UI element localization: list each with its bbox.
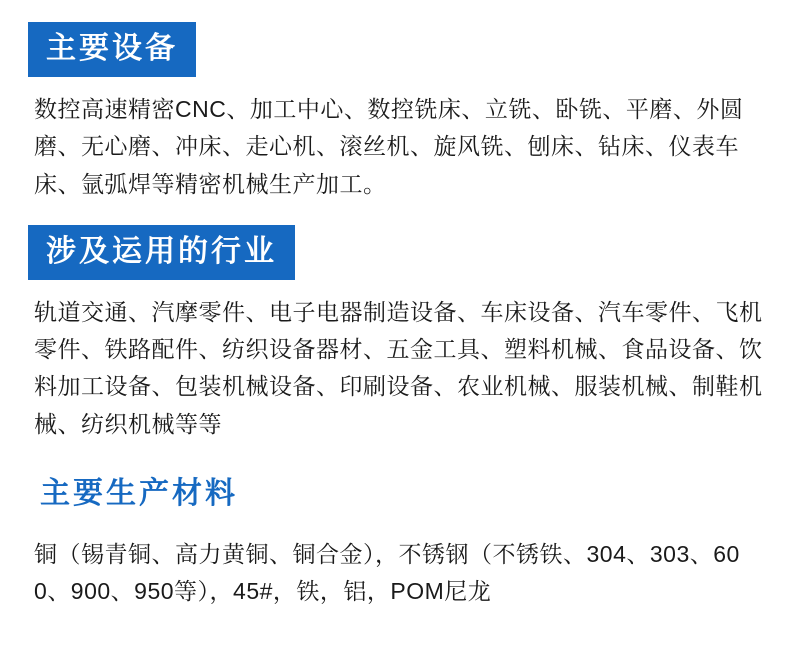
section-body-industries: 轨道交通、汽摩零件、电子电器制造设备、车床设备、汽车零件、飞机零件、铁路配件、纺织设备器材、五金工具、塑料机械、食品设备、饮料加工设备、包装机械设备、印刷设备、农业机械、服装机械、制鞋机械、纺织机械等等 bbox=[34, 298, 763, 437]
section-industries bbox=[28, 225, 772, 443]
section-main-equipment bbox=[28, 22, 772, 203]
section-body-main-equipment: 数控高速精密CNC、加工中心、数控铣床、立铣、卧铣、平磨、外圆磨、无心磨、冲床、走心机、滚丝机、旋风铣、刨床、钻床、仪表车床、氩弧焊等精密机械生产加工。 bbox=[34, 96, 744, 197]
section-heading-materials: 主要生产材料 bbox=[40, 476, 238, 510]
spacer-two bbox=[28, 449, 772, 467]
section-body-materials: 铜（锡青铜、高力黄铜、铜合金），不锈钢（不锈铁、304、303、600、900、950等），45#，铁，铝，POM尼龙 bbox=[34, 540, 740, 604]
section-heading-main-equipment: 主要设备 bbox=[28, 22, 196, 77]
section-heading-industries: 涉及运用的行业 bbox=[28, 225, 295, 280]
section-materials bbox=[28, 467, 772, 611]
spacer-one bbox=[28, 209, 772, 225]
